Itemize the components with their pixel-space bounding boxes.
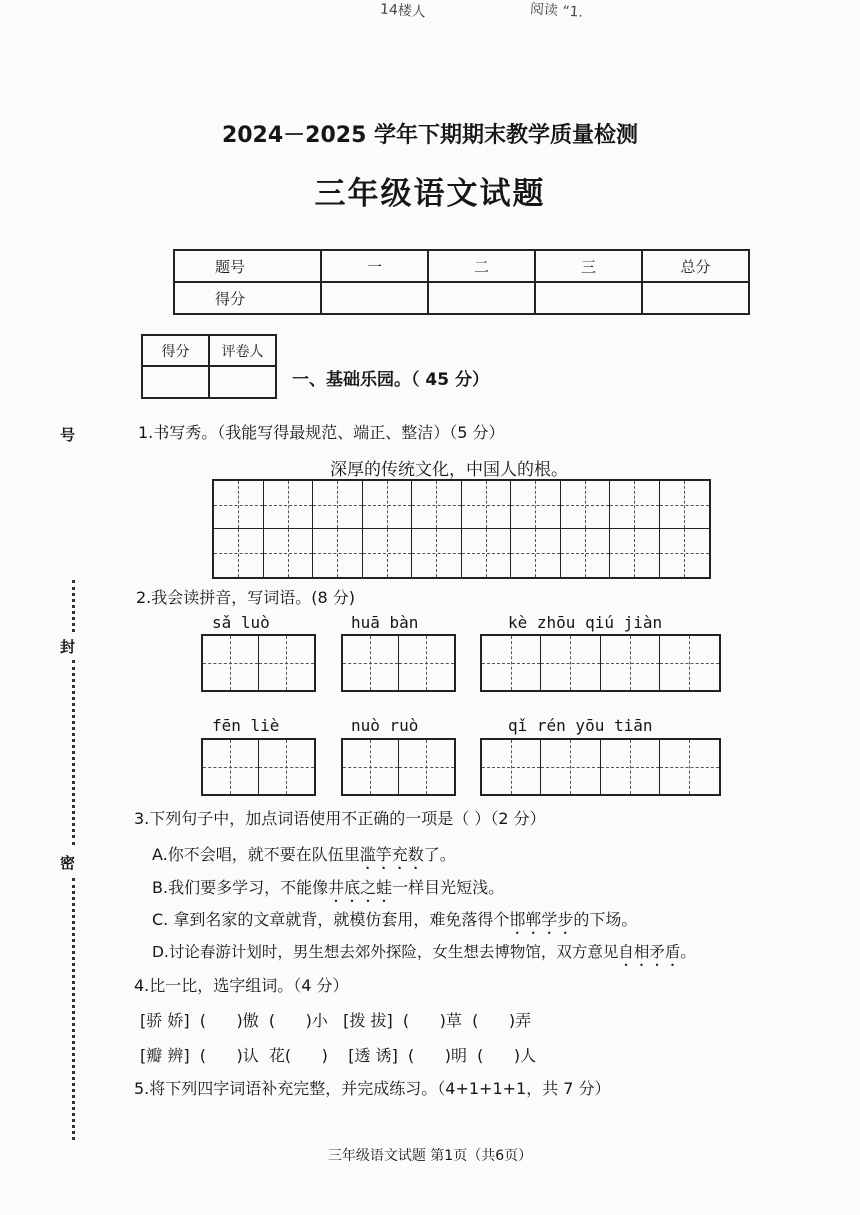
grader-score-blank[interactable] [142, 366, 209, 398]
top-scrawl-left: 14楼人 [379, 1, 427, 21]
grid-cell[interactable] [541, 636, 600, 690]
grid-cell[interactable] [313, 481, 363, 528]
score-table-row-label: 得分 [174, 282, 321, 314]
option-d-text: D.讨论春游计划时，男生想去郊外探险，女生想去博物馆，双方意见 [152, 943, 619, 961]
question-4-prompt: 4.比一比，选字组词。（4 分） [134, 976, 349, 995]
option-b[interactable] [152, 875, 504, 906]
writing-grid-q1[interactable] [212, 479, 711, 579]
exam-subtitle: 2024－2025 学年下期期末教学质量检测 [221, 123, 639, 148]
question-5-prompt: 5.将下列四字词语补充完整，并完成练习。（4+1+1+1，共 7 分） [134, 1079, 611, 1098]
grid-cell[interactable] [660, 740, 719, 794]
answer-grid-2char[interactable] [201, 634, 316, 692]
grid-cell[interactable] [601, 636, 660, 690]
score-table-cell: 题号 [174, 250, 321, 282]
binding-dotted-line [72, 580, 75, 632]
pinyin-word-4: fēn liè [212, 716, 280, 735]
binding-dotted-line [72, 660, 75, 845]
grid-cell[interactable] [214, 529, 264, 577]
option-a-text: A.你不会唱，就不要在队伍里 [152, 845, 360, 864]
grid-cell[interactable] [660, 481, 710, 528]
score-blank[interactable] [535, 282, 642, 314]
score-table-cell: 总分 [642, 250, 749, 282]
answer-grid-2char[interactable] [341, 738, 456, 796]
binding-mark-secret: 密 [60, 854, 76, 872]
answer-grid-2char[interactable] [341, 634, 456, 692]
grid-cell[interactable] [561, 529, 611, 577]
pinyin-word-5: nuò ruò [351, 716, 419, 735]
grid-cell[interactable] [259, 740, 315, 794]
section-1-heading: 一、基础乐园。（ 45 分） [292, 370, 489, 390]
pinyin-word-6: qǐ rén yōu tiān [508, 716, 653, 735]
question-4-row-1[interactable]: [骄 娇] ( )傲 ( )小 [拨 拔] ( )草 ( )弄 [140, 1011, 532, 1030]
score-blank[interactable] [642, 282, 749, 314]
pinyin-word-3: kè zhōu qiú jiàn [508, 613, 663, 632]
score-blank[interactable] [428, 282, 535, 314]
grid-cell[interactable] [511, 529, 561, 577]
option-b-text: B.我们要多学习，不能像 [152, 878, 329, 897]
grid-cell[interactable] [660, 636, 719, 690]
score-table-cell: 二 [428, 250, 535, 282]
question-2-prompt: 2.我会读拼音，写词语。(8 分) [136, 588, 356, 607]
answer-grid-4char[interactable] [480, 738, 721, 796]
score-table-cell: 一 [321, 250, 428, 282]
binding-mark-number: 号 [60, 426, 76, 444]
question-1-prompt: 1.书写秀。（我能写得最规范、端正、整洁）（5 分） [138, 423, 505, 442]
grid-cell[interactable] [259, 636, 315, 690]
question-3-prompt: 3.下列句子中，加点词语使用不正确的一项是（ ）（2 分） [134, 809, 546, 828]
grid-cell[interactable] [214, 481, 264, 528]
score-table-header-row [174, 250, 749, 282]
pinyin-word-2: huā bàn [351, 613, 419, 632]
grid-cell[interactable] [264, 529, 314, 577]
grid-cell[interactable] [601, 740, 660, 794]
grid-cell[interactable] [482, 636, 541, 690]
grid-cell[interactable] [363, 529, 413, 577]
option-c-dotted-word: 邯郸学步 [509, 910, 574, 929]
exam-title: 三年级语文试题 [314, 176, 546, 212]
top-scrawl-right: 阅读 “1. [529, 1, 584, 21]
option-a[interactable] [152, 842, 456, 873]
grid-cell[interactable] [203, 636, 259, 690]
option-d[interactable] [152, 940, 696, 970]
grid-cell[interactable] [343, 740, 399, 794]
question-4-row-2[interactable]: [瓣 辨] ( )认 花( ) [透 诱] ( )明 ( )人 [140, 1046, 537, 1065]
grader-name-label: 评卷人 [209, 335, 276, 366]
grid-cell[interactable] [610, 529, 660, 577]
grid-cell[interactable] [343, 636, 399, 690]
grid-cell[interactable] [412, 481, 462, 528]
answer-grid-4char[interactable] [480, 634, 721, 692]
grader-name-blank[interactable] [209, 366, 276, 398]
option-b-dotted-word: 井底之蛙 [328, 878, 393, 897]
grid-cell[interactable] [264, 481, 314, 528]
score-table-cell: 三 [535, 250, 642, 282]
binding-dotted-line [72, 878, 75, 1140]
grid-cell[interactable] [511, 481, 561, 528]
grid-cell[interactable] [561, 481, 611, 528]
option-b-text-end: 一样目光短浅。 [392, 878, 505, 897]
grader-score-label: 得分 [142, 335, 209, 366]
grid-cell[interactable] [399, 740, 455, 794]
option-a-text-end: 了。 [423, 845, 456, 864]
grid-cell[interactable] [363, 481, 413, 528]
grid-cell[interactable] [313, 529, 363, 577]
grid-cell[interactable] [541, 740, 600, 794]
pinyin-word-1: sǎ luò [212, 613, 270, 632]
grid-cell[interactable] [399, 636, 455, 690]
grid-cell[interactable] [462, 529, 512, 577]
option-c-text-end: 的下场。 [573, 910, 638, 929]
option-c-text: C. 拿到名家的文章就背，就模仿套用，难免落得个 [152, 910, 510, 929]
option-d-text-end: 。 [680, 943, 696, 961]
grid-cell[interactable] [610, 481, 660, 528]
answer-grid-2char[interactable] [201, 738, 316, 796]
score-table [173, 249, 750, 315]
grid-cell[interactable] [482, 740, 541, 794]
score-blank[interactable] [321, 282, 428, 314]
grader-table [141, 334, 277, 399]
grid-cell[interactable] [660, 529, 710, 577]
grid-cell[interactable] [462, 481, 512, 528]
page-footer: 三年级语文试题 第1页（共6页） [327, 1148, 533, 1164]
question-1-sentence: 深厚的传统文化，中国人的根。 [330, 460, 568, 480]
grid-cell[interactable] [412, 529, 462, 577]
score-table-score-row [174, 282, 749, 314]
binding-mark-seal: 封 [60, 638, 76, 656]
option-a-dotted-word: 滥竽充数 [359, 845, 424, 864]
grid-cell[interactable] [203, 740, 259, 794]
option-c[interactable] [152, 907, 637, 938]
option-d-dotted-word: 自相矛盾 [618, 943, 681, 961]
